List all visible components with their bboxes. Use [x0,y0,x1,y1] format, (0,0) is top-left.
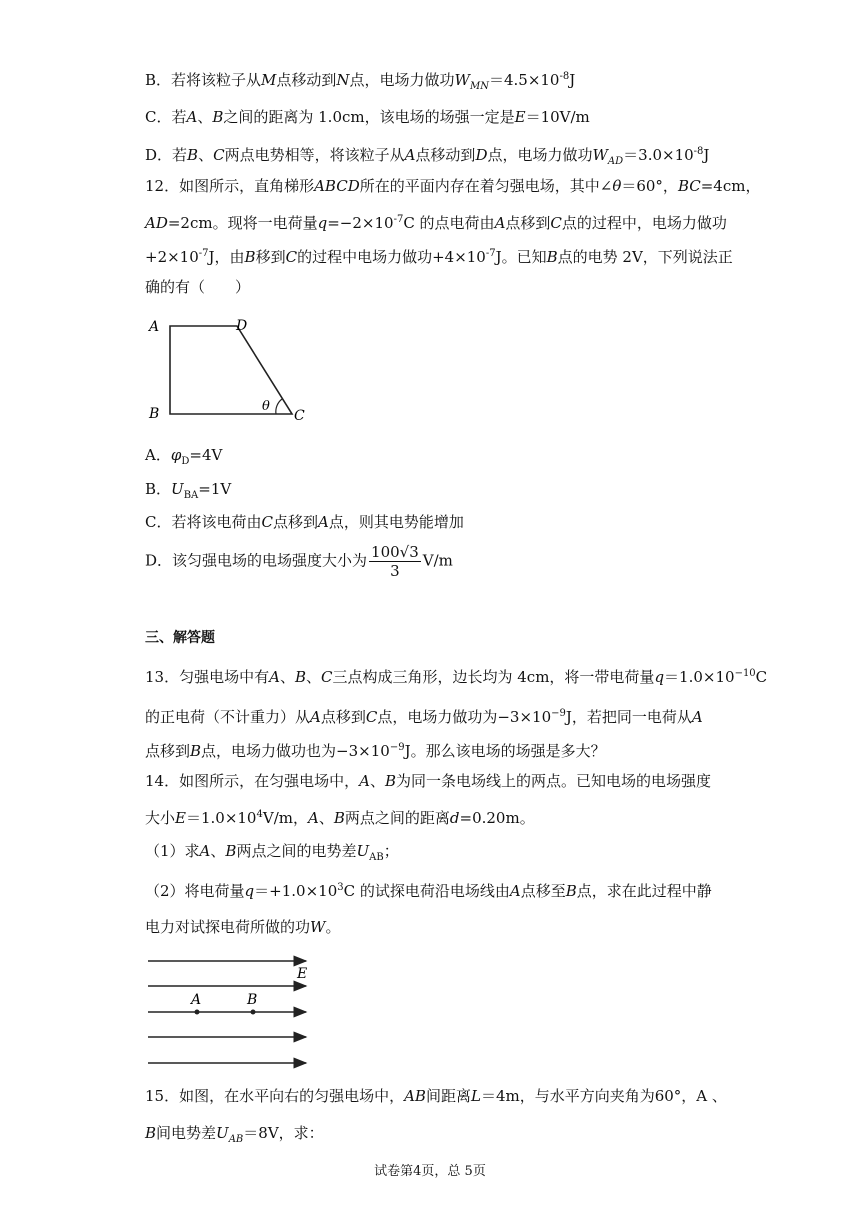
fraction: $\frac{100√3}{3}$ [371,543,419,580]
page-footer: 试卷第4页，总 5页 [374,1164,486,1179]
q12-option-a: A．$\varphi_D=4V$ [145,446,223,467]
label-a: A [149,319,160,335]
trapezoid-figure [140,310,320,425]
q13-line-1: 13．匀强电场中有A、B、C三点构成三角形，边长均为 4cm，将一带电荷量$q=1.0\times 10^{-10}C$ [145,668,768,686]
q12-line-2: AD=2cm。现将一电荷量$q=-2\times 10^{-7}C$ 的点电荷由A点移到C点的过程中，电场力做功 [145,214,727,232]
label-theta: θ [262,399,270,414]
q14-part-1: （1）求A、B两点之间的电势差$U_{AB}$； [145,842,399,863]
q12-option-b: B．$U_{BA}=1V$ [145,480,232,501]
label-c: C [294,408,305,424]
q12-line-3: $+2\times 10^{-7}J$，由B移到C的过程中电场力做功$+4\times 10^{-7}J$。已知B点的电势 2V，下列说法正 [145,248,733,266]
q15-line-2: B间电势差$U_{AB}=8V$，求： [145,1124,324,1145]
q14-part-2-cont: 电力对试探电荷所做的功W。 [145,918,341,936]
label-d: D [236,318,248,334]
q12-option-d: D．该匀强电场的电场强度大小为 $\frac{100√3}{3}$ V/m [145,543,453,580]
field-lines-figure [140,950,330,1075]
q12-option-c: C．若将该电荷由C点移到A点，则其电势能增加 [145,513,464,531]
q14-part-2: （2）将电荷量$q=+1.0\times 10^3C$ 的试探电荷沿电场线由A点移至B点，求在此过程中静 [145,882,712,900]
label-b: B [149,406,160,422]
section-heading: 三、解答题 [145,630,215,646]
label-b: B [247,992,258,1008]
q11-option-d: D．若B、C两点电势相等，将该粒子从A点移动到D点，电场力做功$W_{AD}=3.0\times 10^{-8}J$ [145,146,710,167]
q14-line-2: 大小$E=1.0\times 10^4V/m$，A、B两点之间的距离d=0.20m。 [145,809,535,827]
point-a [195,1010,200,1015]
label-a: A [191,992,202,1008]
q12-line-4: 确的有（ ） [145,278,251,296]
q15-line-1: 15．如图，在水平向右的匀强电场中，AB间距离L＝4m，与水平方向夹角为60°，A 、 [145,1087,727,1105]
q13-line-2: 的正电荷（不计重力）从A点移到C点，电场力做功为$-3\times 10^{-9}J$，若把同一电荷从A [145,708,703,726]
point-b [251,1010,256,1015]
q13-line-3: 点移到B点，电场力做功也为$-3\times 10^{-9}J$。那么该电场的场强是多大？ [145,742,606,760]
label-e: E [297,966,308,982]
q11-option-b: B．若将该粒子从M点移动到N点，电场力做功$W_{MN}=4.5\times 10^{-8}J$ [145,71,576,92]
q12-line-1: 12．如图所示，直角梯形ABCD所在的平面内存在着匀强电场，其中∠θ＝60°，BC=4cm， [145,177,761,195]
q14-line-1: 14．如图所示，在匀强电场中，A、B为同一条电场线上的两点。已知电场的电场强度 [145,772,711,790]
q11-option-c: C．若A、B之间的距离为 1.0cm，该电场的场强一定是E＝10V/m [145,108,590,126]
